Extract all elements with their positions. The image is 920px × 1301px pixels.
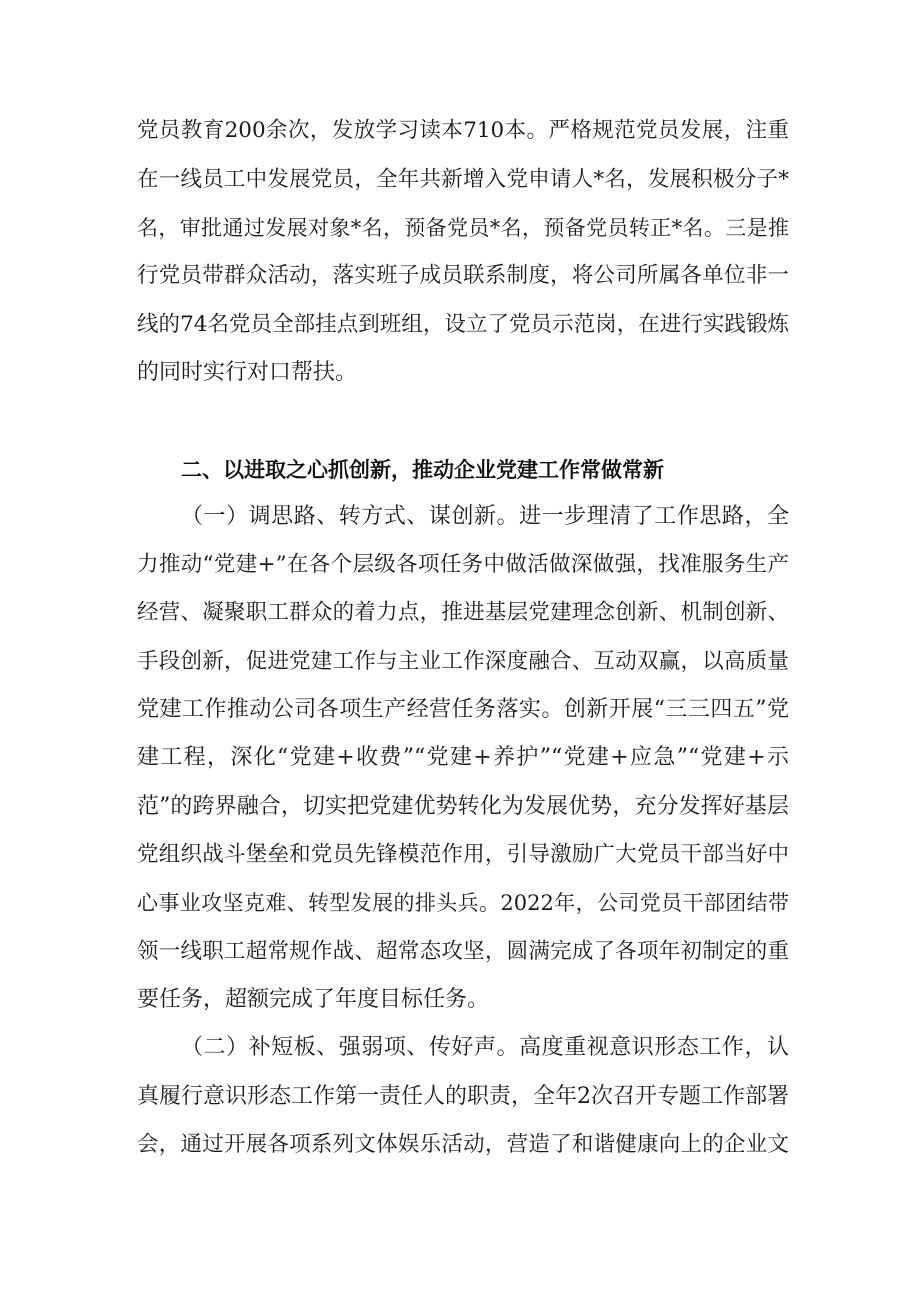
paragraph-line: 经营、凝聚职工群众的着力点，推进基层党建理念创新、机制创新、: [137, 600, 789, 625]
paragraph-line: 领一线职工超常规作战、超常态攻坚，圆满完成了各项年初制定的重: [137, 939, 789, 964]
paragraph-line: 要任务，超额完成了年度目标任务。: [137, 987, 490, 1012]
paragraph-line: 心事业攻坚克难、转型发展的排头兵。2022年，公司党员干部团结带: [137, 891, 789, 915]
paragraph-line: 建工程，深化“党建+收费”“党建+养护”“党建+应急”“党建+示: [137, 745, 789, 770]
paragraph-line: 行党员带群众活动，落实班子成员联系制度，将公司所属各单位非一: [137, 263, 789, 288]
paragraph-line: 真履行意识形态工作第一责任人的职责，全年2次召开专题工作部署: [137, 1084, 789, 1109]
paragraph-line: 在一线员工中发展党员，全年共新增入党申请人*名，发展积极分子*: [137, 167, 789, 192]
paragraph-line: 党组织战斗堡垒和党员先锋模范作用，引导激励广大党员干部当好中: [137, 842, 789, 867]
paragraph-line: 范”的跨界融合，切实把党建优势转化为发展优势，充分发挥好基层: [137, 794, 789, 819]
paragraph-line: 会，通过开展各项系列文体娱乐活动，营造了和谐健康向上的企业文: [137, 1132, 789, 1157]
paragraph-line: 党建工作推动公司各项生产经营任务落实。创新开展“三三四五”党: [137, 697, 789, 722]
paragraph-line: 力推动“党建+”在各个层级各项任务中做活做深做强，找准服务生产: [137, 552, 789, 577]
paragraph-line: 线的74名党员全部挂点到班组，设立了党员示范岗，在进行实践锻炼: [137, 312, 789, 337]
paragraph-line: （二）补短板、强弱项、传好声。高度重视意识形态工作，认: [181, 1035, 789, 1060]
paragraph-line: 名，审批通过发展对象*名，预备党员*名，预备党员转正*名。三是推: [137, 216, 789, 240]
paragraph-line: （一）调思路、转方式、谋创新。进一步理清了工作思路，全: [181, 504, 789, 529]
paragraph-line: 手段创新，促进党建工作与主业工作深度融合、互动双赢，以高质量: [137, 649, 789, 674]
section-heading: 二、以进取之心抓创新，推动企业党建工作常做常新: [181, 458, 664, 482]
paragraph-line: 的同时实行对口帮扶。: [137, 360, 358, 385]
paragraph-line: 党员教育200余次，发放学习读本710本。严格规范党员发展，注重: [137, 118, 789, 143]
